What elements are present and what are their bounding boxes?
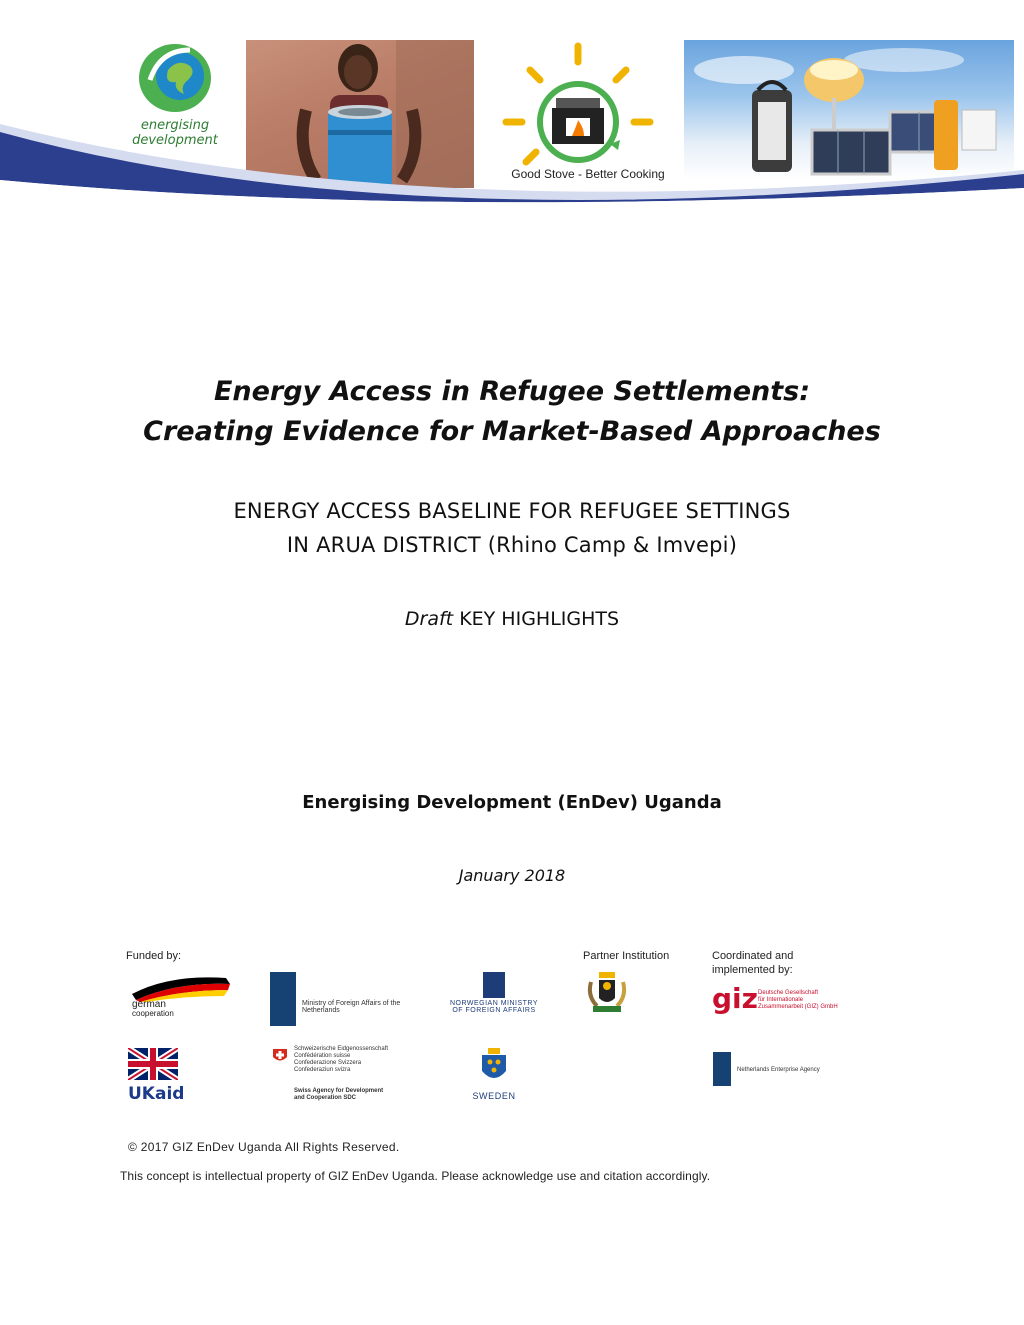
german-cooperation-text-2: cooperation — [132, 1009, 174, 1018]
norwegian-ministry-text — [442, 1000, 546, 1014]
swiss-sdc-text: Swiss Agency for Development and Cooperation SDC — [294, 1088, 384, 1101]
header-banner — [0, 0, 1024, 220]
sweden-wordmark: SWEDEN — [472, 1091, 516, 1101]
funded-by-label: Funded by: — [126, 950, 182, 962]
endev-globe-icon — [120, 40, 230, 120]
title-line-1: Energy Access in Refugee Settlements: — [213, 376, 811, 407]
coordinated-label-line-2: implemented by: — [712, 964, 793, 976]
giz-full-name-1: Deutsche Gesellschaft — [758, 990, 819, 996]
union-jack-icon — [128, 1048, 178, 1080]
intellectual-property-notice: This concept is intellectual property of GIZ EnDev Uganda. Please acknowledge use and citation accordingly. — [120, 1169, 711, 1183]
copyright-notice: © 2017 GIZ EnDev Uganda All Rights Reserved. — [128, 1140, 400, 1154]
swiss-name-2: Confédération suisse — [294, 1053, 351, 1059]
uganda-coat-of-arms-logo — [585, 970, 629, 1020]
coordinated-label — [712, 949, 793, 977]
giz-full-name — [758, 990, 838, 1011]
giz-full-name-3: Zusammenarbeit (GIZ) GmbH — [758, 1004, 838, 1010]
rvo-text: Netherlands Enterprise Agency — [737, 1067, 820, 1073]
publication-date: January 2018 — [458, 866, 566, 885]
giz-logo — [712, 984, 842, 1020]
swiss-name-3: Confederazione Svizzera — [294, 1060, 362, 1066]
swiss-name-1: Schweizerische Eidgenossenschaft — [294, 1046, 389, 1052]
coordinated-label-line-1: Coordinated and — [712, 950, 794, 962]
partner-institution-label: Partner Institution — [583, 950, 670, 962]
netherlands-ministry-text-2: Netherlands — [302, 1007, 340, 1014]
title-line-2: Creating Evidence for Market-Based Approaches — [143, 416, 881, 447]
subtitle-line-2: IN ARUA DISTRICT (Rhino Camp & Imvepi) — [286, 533, 738, 557]
key-highlights-label — [0, 608, 1024, 630]
organization-name: Energising Development (EnDev) Uganda — [302, 792, 722, 813]
subtitle-line-1: ENERGY ACCESS BASELINE FOR REFUGEE SETTINGS — [233, 499, 791, 523]
uganda-coat-of-arms-icon — [585, 970, 629, 1020]
norwegian-ministry-logo — [442, 972, 546, 1022]
swiss-name-4: Confederaziun svizra — [294, 1067, 351, 1073]
netherlands-ministry-text-1: Ministry of Foreign Affairs of the — [302, 1000, 401, 1007]
giz-full-name-2: für Internationale — [758, 997, 804, 1003]
german-cooperation-text-1: german — [132, 999, 166, 1010]
rvo-logo — [713, 1052, 823, 1088]
norwegian-ministry-text-1: NORWEGIAN MINISTRY — [449, 1000, 539, 1007]
swiss-cross-icon — [272, 1048, 288, 1064]
sweden-crest-icon — [479, 1048, 509, 1086]
document-title — [0, 372, 1024, 452]
swiss-sdc-logo — [272, 1046, 402, 1104]
german-cooperation-logo — [130, 972, 240, 1028]
endev-logo-text-2: development — [132, 133, 218, 148]
stove-caption: Good Stove - Better Cooking — [511, 167, 665, 181]
document-subtitle — [0, 494, 1024, 562]
netherlands-ministry-logo — [270, 972, 430, 1028]
ukaid-wordmark: UKaid — [128, 1084, 185, 1104]
draft-label: Draft — [404, 608, 454, 630]
sweden-logo — [466, 1048, 522, 1104]
rvo-crest-icon — [713, 1052, 731, 1086]
swiss-names — [294, 1046, 388, 1074]
norwegian-crest-icon — [483, 972, 505, 998]
endev-logo-text-1: energising — [140, 118, 210, 133]
netherlands-ministry-text — [302, 1000, 400, 1014]
highlights-label: KEY HIGHLIGHTS — [459, 608, 620, 630]
netherlands-crest-icon — [270, 972, 296, 1026]
norwegian-ministry-text-2: OF FOREIGN AFFAIRS — [452, 1007, 536, 1014]
giz-wordmark: giz — [712, 982, 758, 1015]
german-flag-wave-icon — [130, 972, 240, 1002]
ukaid-logo — [128, 1048, 185, 1104]
banner-swoosh — [0, 110, 1024, 220]
